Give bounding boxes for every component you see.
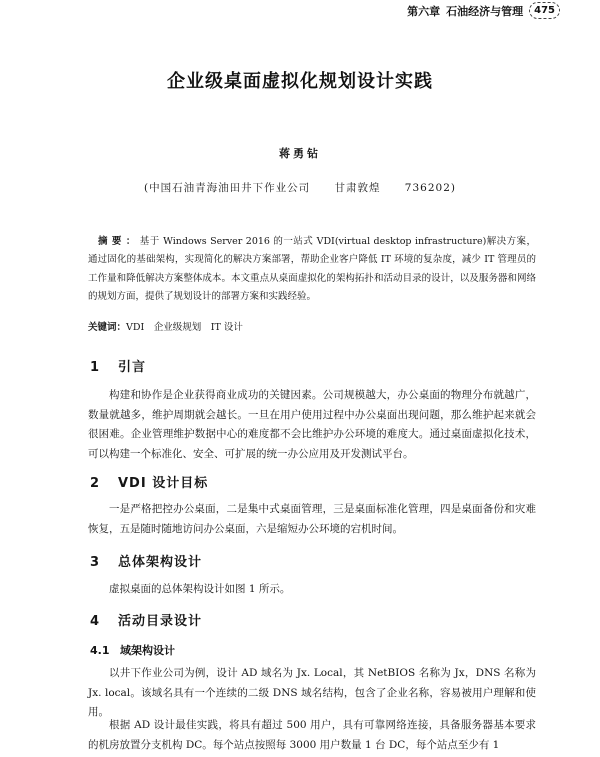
running-header	[407, 2, 560, 19]
keywords-text: VDI 企业级规划 IT 设计	[126, 322, 243, 333]
section-3-paragraph: 虚拟桌面的总体架构设计如图 1 所示。	[109, 583, 291, 595]
section-number: 1	[90, 360, 101, 375]
page-number: 475	[529, 2, 560, 19]
section-heading-1	[90, 356, 530, 375]
section-title: 总体架构设计	[118, 555, 203, 570]
subsection-number: 4.1	[90, 644, 110, 657]
affiliation-location: 甘肃敦煌	[334, 182, 381, 194]
section-number: 2	[90, 476, 101, 491]
subsection-heading-4-1	[90, 642, 530, 658]
section-2-paragraph: 一是严格把控办公桌面，二是集中式桌面管理，三是桌面标准化管理，四是桌面备份和灾难恢复，五是随时随地访问办公桌面，六是缩短办公环境的宕机时间。	[88, 503, 536, 535]
section-title: 引言	[118, 360, 147, 375]
keywords	[88, 319, 536, 337]
affiliation-org: (中国石油青海油田井下作业公司	[144, 182, 311, 194]
chapter-label: 第六章	[407, 4, 441, 18]
abstract	[88, 233, 536, 307]
section-title: 活动目录设计	[118, 614, 203, 629]
section-1-paragraph: 构建和协作是企业获得商业成功的关键因素。公司规模越大，办公桌面的物理分布就越广，数量就越多，维护周期就会越长。一旦在用户使用过程中办公桌面出现问题，那么维护起来就会很困难。企业管理维护数据中心的难度都不会比维护办公环境的难度大。通过桌面虚拟化技术，可以构建一个标准化、安全、可扩展的统一办公应用及开发测试平台。	[88, 389, 536, 460]
abstract-text: 基于 Windows Server 2016 的一站式 VDI(virtual desktop infrastructure)解决方案，通过固化的基础架构，实现简化的解决方案部署，帮助企业客户降低 IT 环境的复杂度，减少 IT 管理员的工作量和降低解决方案整体成本。本文重点从桌面虚拟化的架构拓扑和活动目录的设计，以及服务器和网络的规划方面，提供了规划设计的部署方案和实践经验。	[88, 236, 536, 303]
section-label: 石油经济与管理	[446, 4, 524, 18]
affiliation	[0, 180, 600, 195]
section-heading-4	[90, 610, 530, 629]
subsection-paragraph-2: 根据 AD 设计最佳实践，将具有超过 500 用户，具有可靠网络连接，具备服务器基本要求的机房放置分支机构 DC。每个站点按照每 3000 用户数量 1 台 DC，每个站点至少有 1	[88, 719, 536, 751]
paper-title: 企业级桌面虚拟化规划设计实践	[167, 71, 433, 92]
subsection-paragraph-1: 以井下作业公司为例，设计 AD 域名为 Jx. Local，其 NetBIOS 名称为 Jx，DNS 名称为 Jx. local。该域名具有一个连续的二级 DNS 域名结构，包含了企业名称，容易被用户理解和使用。	[88, 667, 536, 718]
section-number: 3	[90, 555, 101, 570]
subsection-title: 域架构设计	[120, 644, 175, 657]
section-heading-2	[90, 472, 530, 491]
affiliation-postcode: 736202)	[404, 182, 456, 194]
keywords-label: 关键词：	[88, 322, 127, 333]
author-name: 蒋勇钻	[279, 147, 321, 160]
section-title: VDI 设计目标	[118, 476, 209, 491]
abstract-label: 摘要：	[98, 236, 140, 247]
section-number: 4	[90, 614, 101, 629]
section-heading-3	[90, 551, 530, 570]
